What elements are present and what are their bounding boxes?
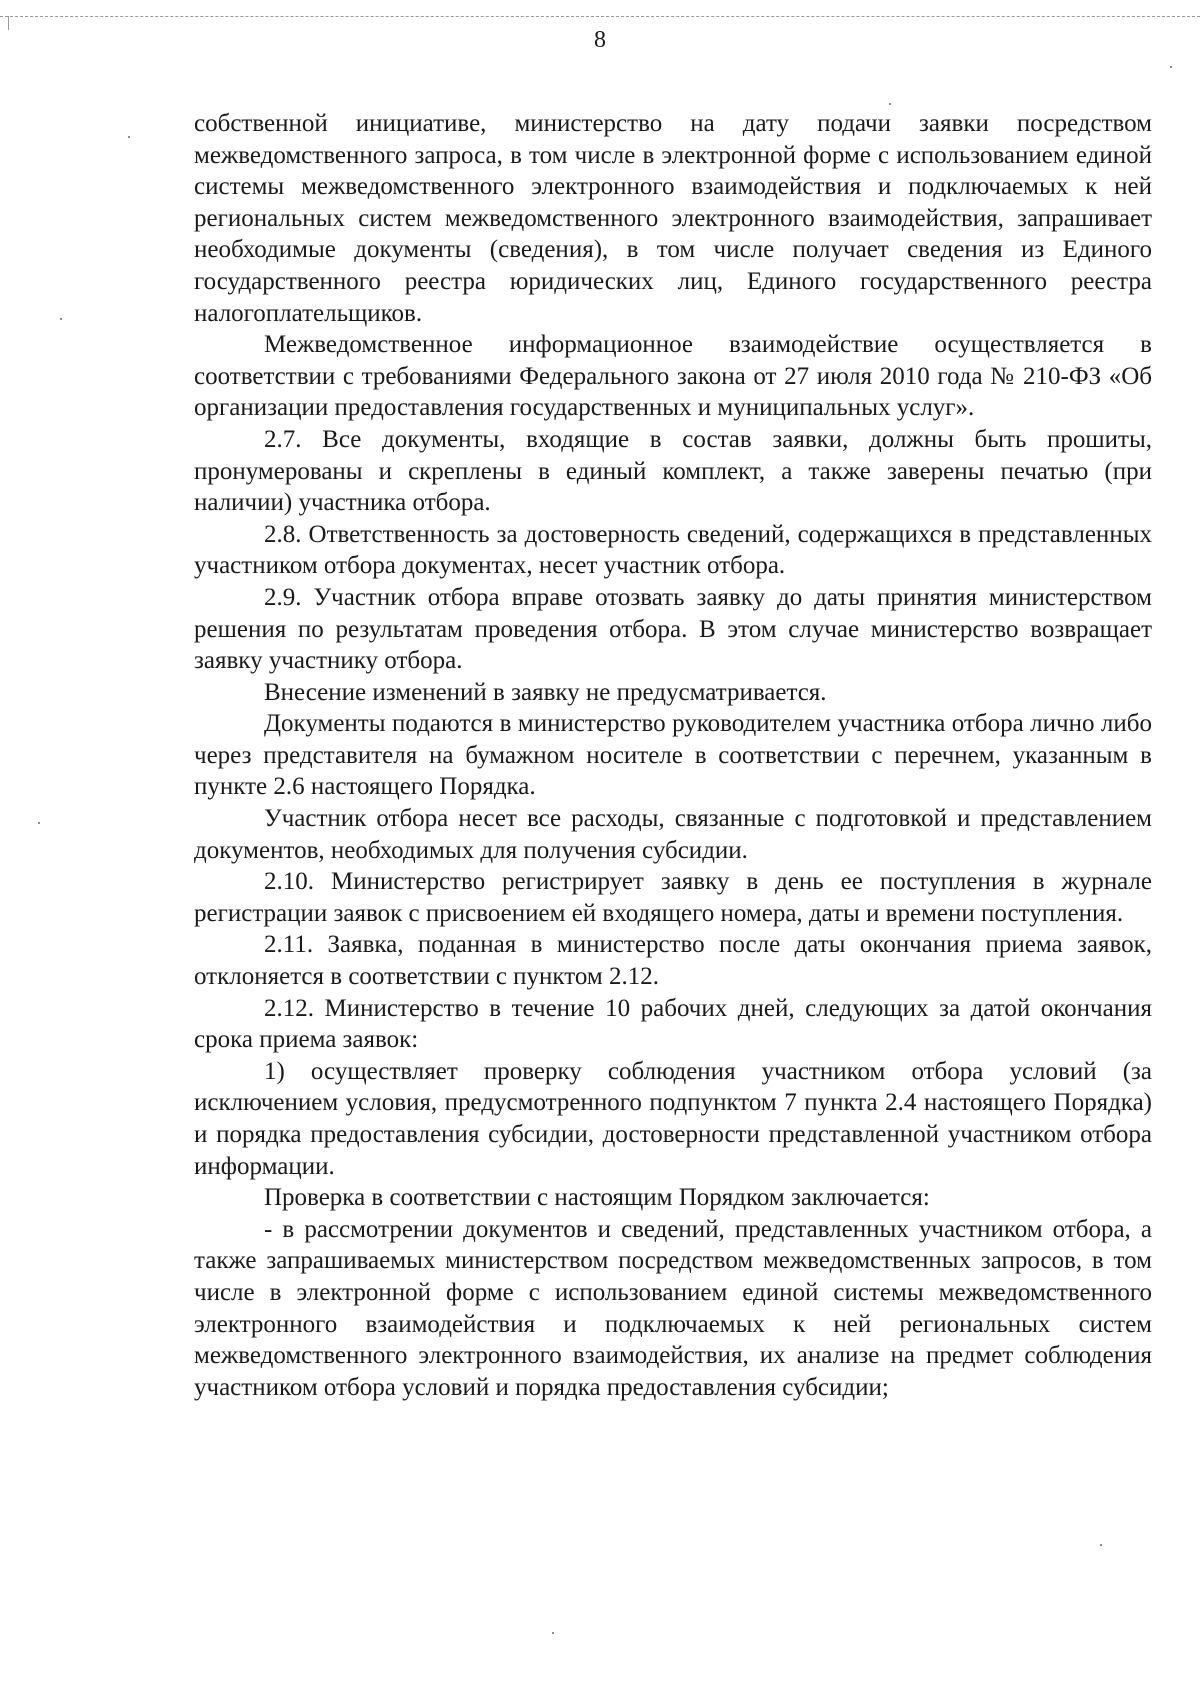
paragraph-2-10: 2.10. Министерство регистрирует заявку в день ее поступления в журнале регистрации заявок с присвоением ей входящего номера, даты и времени поступления. — [194, 868, 1152, 927]
paragraph-continuation: собственной инициативе, министерство на дату подачи заявки посредством межведомственного запроса, в том числе в электронной форме с использованием единой системы межведомственного электронного взаимодействия и подключаемых к ней региональных систем межведомственного электронного взаимодействия, запрашивает необходимые документы (сведения), в том числе получает сведения из Единого государственного реестра юридических лиц, Единого государственного реестра налогоплательщиков. — [194, 110, 1152, 327]
scan-speck — [128, 136, 130, 138]
scan-speck — [1170, 66, 1172, 68]
paragraph-check-bullet: - в рассмотрении документов и сведений, представленных участником отбора, а также запрашиваемых министерством посредством межведомственных запросов, в том числе в электронной форме с использованием единой системы межведомственного электронного взаимодействия и подключаемых к ней региональных систем межведомственного электронного взаимодействия, их анализе на предмет соблюдения участником отбора условий и порядка предоставления субсидии; — [194, 1215, 1152, 1401]
page-number: 8 — [594, 27, 606, 53]
paragraph-item-1: 1) осуществляет проверку соблюдения участником отбора условий (за исключением условия, предусмотренного подпунктом 7 пункта 2.4 настоящего Порядка) и порядка предоставления субсидии, достоверности представленной участником отбора информации. — [194, 1057, 1152, 1180]
paragraph-interagency: Межведомственное информационное взаимодействие осуществляется в соответствии с требованиями Федерального закона от 27 июля 2010 года № 210-ФЗ «Об организации предоставления государственных и муниципальных услуг». — [194, 331, 1152, 422]
paragraph-2-11: 2.11. Заявка, поданная в министерство после даты окончания приема заявок, отклоняется в соответствии с пунктом 2.12. — [194, 931, 1152, 991]
scan-speck — [1100, 1544, 1102, 1546]
scan-speck — [38, 822, 40, 824]
paragraph-no-changes: Внесение изменений в заявку не предусматривается. — [264, 678, 827, 706]
document-body — [194, 108, 1152, 1403]
paragraph-check-intro: Проверка в соответствии с настоящим Порядком заключается: — [264, 1184, 930, 1212]
scan-speck — [60, 318, 62, 320]
scan-speck — [889, 103, 891, 105]
paragraph-2-7: 2.7. Все документы, входящие в состав заявки, должны быть прошиты, пронумерованы и скреплены в единый комплект, а также заверены печатью (при наличии) участника отбора. — [194, 425, 1152, 517]
paragraph-submission: Документы подаются в министерство руководителем участника отбора лично либо через представителя на бумажном носителе в соответствии с перечнем, указанным в пункте 2.6 настоящего Порядка. — [194, 710, 1152, 801]
paragraph-2-9: 2.9. Участник отбора вправе отозвать заявку до даты принятия министерством решения по результатам проведения отбора. В этом случае министерство возвращает заявку участнику отбора. — [194, 583, 1152, 675]
paragraph-2-8: 2.8. Ответственность за достоверность сведений, содержащихся в представленных участником отбора документах, несет участник отбора. — [194, 520, 1152, 580]
scan-edge-line — [0, 16, 1200, 17]
paragraph-2-12: 2.12. Министерство в течение 10 рабочих дней, следующих за датой окончания срока приема заявок: — [194, 994, 1152, 1054]
paragraph-expenses: Участник отбора несет все расходы, связанные с подготовкой и представлением документов, необходимых для получения субсидии. — [194, 805, 1152, 864]
scan-speck — [552, 1632, 554, 1634]
